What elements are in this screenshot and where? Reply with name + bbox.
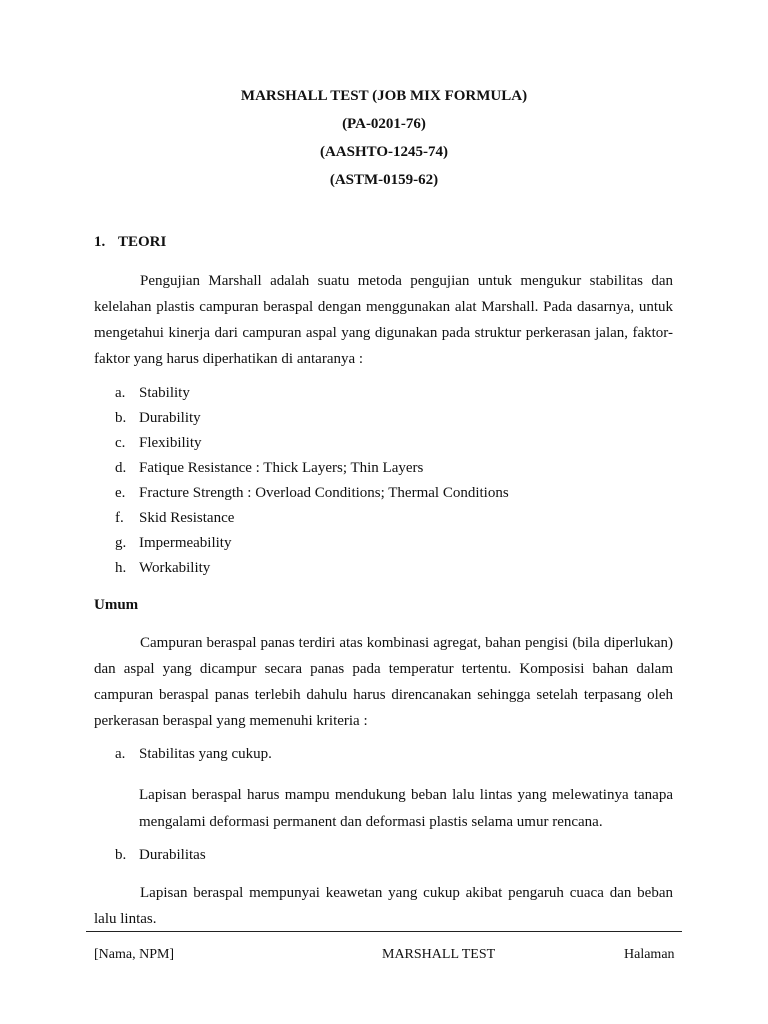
list-item bbox=[115, 506, 509, 531]
list-item-text: Skid Resistance bbox=[139, 510, 235, 526]
criteria-title: Stabilitas yang cukup. bbox=[139, 746, 272, 762]
criteria-letter: a. bbox=[115, 746, 126, 762]
criteria-item-durability bbox=[115, 847, 206, 864]
list-item-letter: c. bbox=[115, 435, 126, 451]
footer-page: Halaman bbox=[624, 947, 675, 962]
list-item bbox=[115, 456, 509, 481]
general-paragraph bbox=[94, 630, 673, 734]
general-paragraph-text: Campuran beraspal panas terdiri atas kombinasi agregat, bahan pengisi (bila diperlukan) dan aspal yang dicampur secara panas pada temperatur tertentu. Komposisi bahan dalam campuran beraspal panas terlebih dahulu harus direncanakan sehingga setelah terpasang oleh perkerasan beraspal yang memenuhi kriteria : bbox=[94, 635, 673, 729]
list-item-letter: f. bbox=[115, 510, 124, 526]
footer-divider bbox=[86, 931, 682, 932]
section-title: TEORI bbox=[118, 234, 167, 250]
intro-paragraph-text: Pengujian Marshall adalah suatu metoda pengujian untuk mengukur stabilitas dan kelelahan plastis campuran beraspal dengan menggunakan alat Marshall. Pada dasarnya, untuk mengetahui kinerja dari campuran aspal yang digunakan pada struktur perkerasan jalan, faktor-faktor yang harus diperhatikan di antaranya : bbox=[94, 273, 673, 367]
criteria-letter: b. bbox=[115, 847, 127, 863]
list-item-text: Fatique Resistance : Thick Layers; Thin Layers bbox=[139, 460, 424, 476]
list-item-text: Stability bbox=[139, 385, 190, 401]
criteria-item-stability bbox=[115, 746, 272, 763]
intro-paragraph bbox=[94, 268, 673, 372]
criteria-description-stability: Lapisan beraspal harus mampu mendukung beban lalu lintas yang melewatinya tanapa mengalami deformasi permanent dan deformasi plastis selama umur rencana. bbox=[139, 787, 673, 830]
document-title: MARSHALL TEST (JOB MIX FORMULA) bbox=[240, 88, 528, 104]
list-item-text: Flexibility bbox=[139, 435, 202, 451]
document-code-aashto: (AASHTO-1245-74) bbox=[319, 144, 449, 160]
list-item bbox=[115, 431, 509, 456]
footer-author: [Nama, NPM] bbox=[94, 947, 175, 962]
list-item-letter: b. bbox=[115, 410, 127, 426]
list-item-letter: d. bbox=[115, 460, 127, 476]
document-code-astm: (ASTM-0159-62) bbox=[329, 172, 439, 188]
factors-list bbox=[115, 381, 509, 581]
list-item-text: Fracture Strength : Overload Conditions; Thermal Conditions bbox=[139, 485, 509, 501]
list-item bbox=[115, 531, 509, 556]
list-item-letter: a. bbox=[115, 385, 126, 401]
section-heading bbox=[94, 234, 166, 251]
subheading-umum: Umum bbox=[94, 597, 139, 613]
list-item-letter: h. bbox=[115, 560, 127, 576]
section-number: 1. bbox=[94, 234, 106, 250]
document-code-pa: (PA-0201-76) bbox=[342, 116, 426, 132]
list-item bbox=[115, 406, 509, 431]
list-item-letter: g. bbox=[115, 535, 127, 551]
criteria-description-text: Lapisan beraspal mempunyai keawetan yang cukup akibat pengaruh cuaca dan beban lalu lintas. bbox=[94, 885, 673, 927]
list-item-text: Workability bbox=[139, 560, 211, 576]
list-item-text: Impermeability bbox=[139, 535, 232, 551]
criteria-title: Durabilitas bbox=[139, 847, 206, 863]
list-item-text: Durability bbox=[139, 410, 201, 426]
list-item bbox=[115, 481, 509, 506]
criteria-description-durability bbox=[94, 880, 673, 932]
list-item bbox=[115, 381, 509, 406]
list-item bbox=[115, 556, 509, 581]
list-item-letter: e. bbox=[115, 485, 126, 501]
footer-title: MARSHALL TEST bbox=[382, 947, 496, 962]
